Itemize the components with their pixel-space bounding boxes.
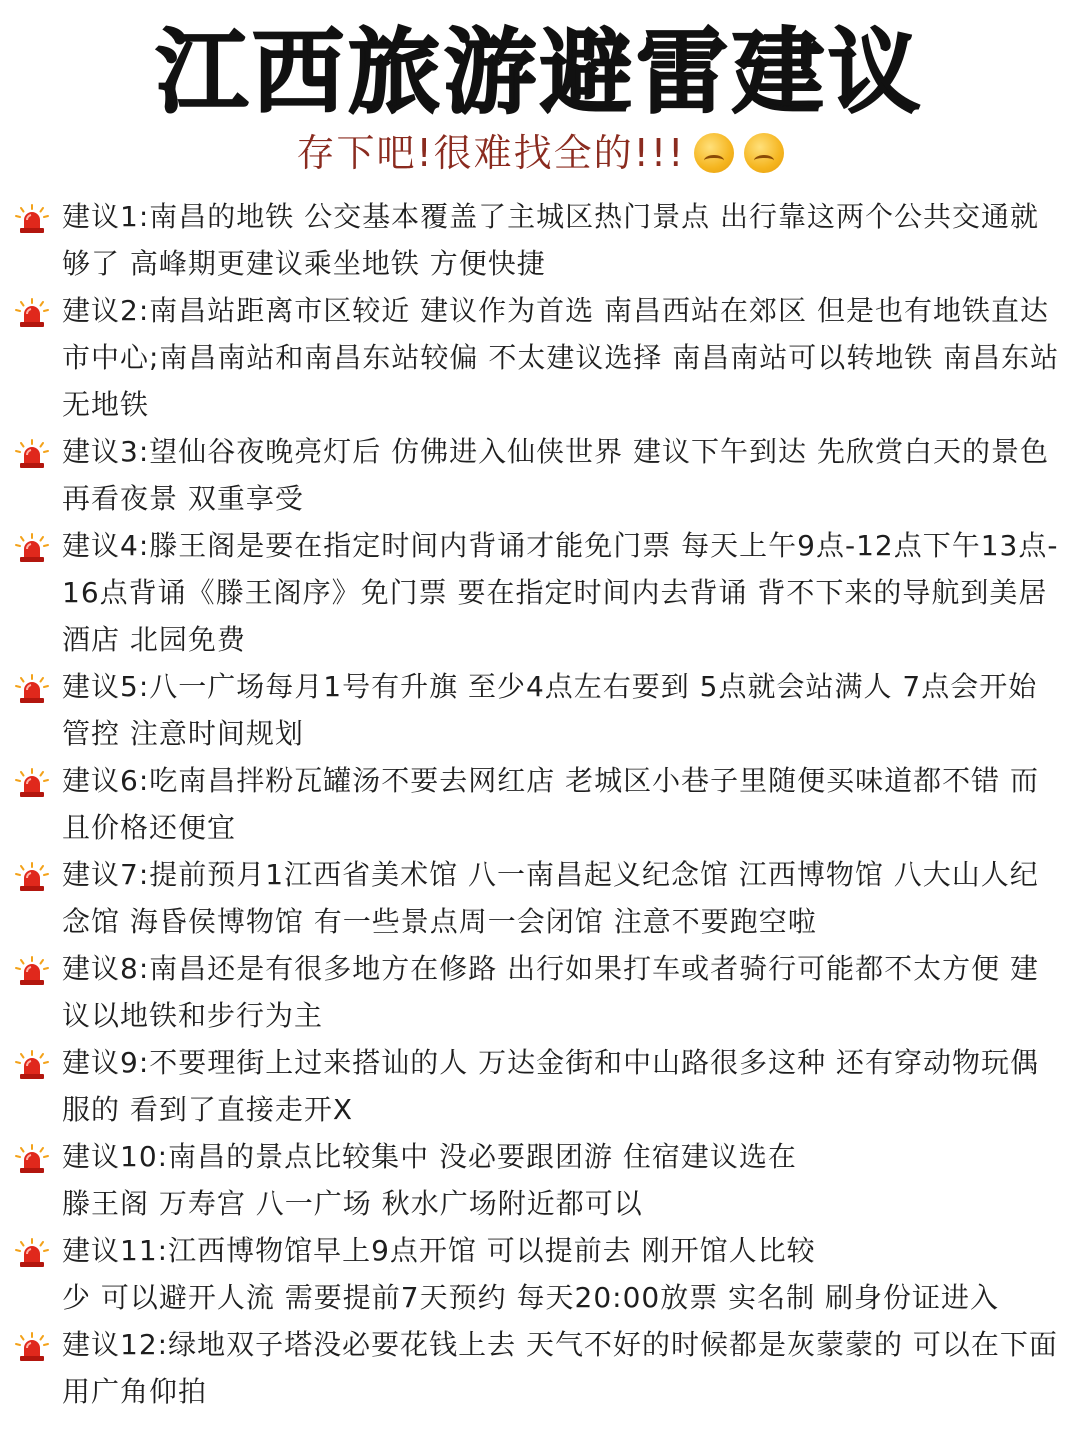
siren-icon [14, 1141, 50, 1171]
page-title: 江西旅游避雷建议 [155, 19, 924, 126]
siren-icon [14, 765, 50, 795]
tip-item [0, 945, 1080, 1039]
siren-icon [14, 1047, 50, 1077]
tip-item [0, 663, 1080, 757]
tips-list [0, 193, 1080, 1415]
tip-text: 建议12:绿地双子塔没必要花钱上去 天气不好的时候都是灰蒙蒙的 可以在下面用广角仰拍 [62, 1328, 1058, 1408]
tip-item [0, 1227, 1080, 1321]
tip-text: 建议8:南昌还是有很多地方在修路 出行如果打车或者骑行可能都不太方便 建议以地铁和步行为主 [62, 952, 1040, 1032]
siren-icon [14, 1329, 50, 1359]
tip-text: 建议6:吃南昌拌粉瓦罐汤不要去网红店 老城区小巷子里随便买味道都不错 而且价格还便宜 [62, 764, 1040, 844]
siren-icon [14, 530, 50, 560]
subtitle: 存下吧!很难找全的!!! [296, 130, 686, 175]
tip-text: 建议11:江西博物馆早上9点开馆 可以提前去 刚开馆人比较 少 可以避开人流 需要提前7天预约 每天20:00放票 实名制 刷身份证进入 [62, 1234, 1000, 1314]
tip-item [0, 1321, 1080, 1415]
siren-icon [14, 671, 50, 701]
siren-icon [14, 436, 50, 466]
tip-text: 建议7:提前预月1江西省美术馆 八一南昌起义纪念馆 江西博物馆 八大山人纪念馆 海昏侯博物馆 有一些景点周一会闭馆 注意不要跑空啦 [62, 858, 1039, 938]
tip-item [0, 1133, 1080, 1227]
subtitle-row [0, 122, 1080, 182]
siren-icon [14, 953, 50, 983]
siren-icon [14, 295, 50, 325]
tip-text: 建议10:南昌的景点比较集中 没必要跟团游 住宿建议选在 滕王阁 万寿宫 八一广场 秋水广场附近都可以 [62, 1140, 797, 1220]
tip-item [0, 193, 1080, 287]
sneezing-face-icon [694, 133, 734, 173]
tip-item [0, 428, 1080, 522]
sneezing-face-icon [744, 133, 784, 173]
tip-item [0, 757, 1080, 851]
tip-item [0, 287, 1080, 428]
tip-item [0, 522, 1080, 663]
tip-item [0, 851, 1080, 945]
siren-icon [14, 859, 50, 889]
tip-item [0, 1039, 1080, 1133]
tip-text: 建议1:南昌的地铁 公交基本覆盖了主城区热门景点 出行靠这两个公共交通就够了 高峰期更建议乘坐地铁 方便快捷 [62, 200, 1040, 280]
tip-text: 建议5:八一广场每月1号有升旗 至少4点左右要到 5点就会站满人 7点会开始管控 注意时间规划 [62, 670, 1038, 750]
siren-icon [14, 201, 50, 231]
siren-icon [14, 1235, 50, 1265]
tip-text: 建议9:不要理街上过来搭讪的人 万达金街和中山路很多这种 还有穿动物玩偶服的 看到了直接走开X [62, 1046, 1040, 1126]
tip-text: 建议3:望仙谷夜晚亮灯后 仿佛进入仙侠世界 建议下午到达 先欣赏白天的景色 再看夜景 双重享受 [62, 435, 1049, 515]
tip-text: 建议4:滕王阁是要在指定时间内背诵才能免门票 每天上午9点-12点下午13点-16点背诵《滕王阁序》免门票 要在指定时间内去背诵 背不下来的导航到美居酒店 北园免费 [62, 529, 1059, 656]
tip-text: 建议2:南昌站距离市区较近 建议作为首选 南昌西站在郊区 但是也有地铁直达市中心;南昌南站和南昌东站较偏 不太建议选择 南昌南站可以转地铁 南昌东站无地铁 [62, 294, 1060, 421]
